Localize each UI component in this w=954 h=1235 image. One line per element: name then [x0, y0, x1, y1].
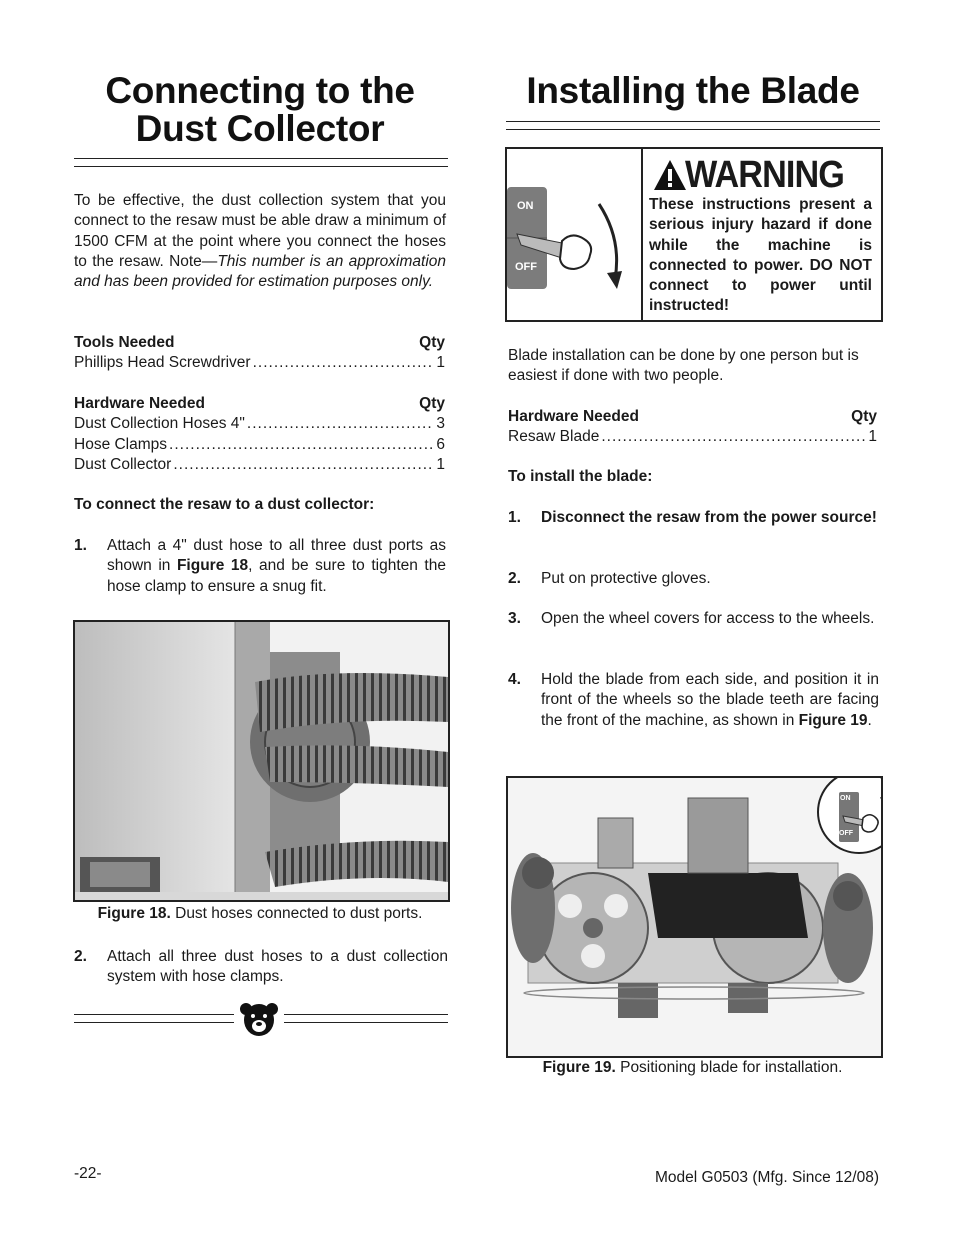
left-intro-paragraph: To be effective, the dust collection system that you connect to the resaw must be able draw a minimum of 1500 CFM at the point where you connect the hoses to the resaw. Note—This number is an approximation and has been provided for estimation purposes only. — [74, 192, 446, 291]
hardware-row: Hose Clamps ..... 6 — [74, 435, 445, 455]
switch-on-label: ON — [517, 200, 534, 212]
left-title-rule — [74, 158, 448, 167]
model-footer: Model G0503 (Mfg. Since 12/08) — [654, 1169, 879, 1186]
right-step-3: 3. Open the wheel covers for access to the wheels. — [508, 610, 875, 627]
warning-triangle-icon — [653, 158, 687, 192]
hardware-qty-label: Qty — [419, 395, 445, 412]
hardware-row: Resaw Blade ..... 1 — [508, 427, 877, 447]
left-hardware-list — [74, 394, 445, 475]
right-section-title: Installing the Blade — [526, 70, 860, 111]
power-switch-off-icon — [507, 149, 641, 320]
tools-row: Phillips Head Screwdriver ..... 1 — [74, 353, 445, 373]
left-section-title — [74, 72, 446, 148]
warning-word: WARNING — [685, 154, 844, 196]
hardware-qty-label: Qty — [851, 408, 877, 425]
right-step-2: 2. Put on protective gloves. — [508, 570, 711, 587]
warning-switch-panel — [507, 149, 643, 320]
figure-18-caption: Figure 18. Dust hoses connected to dust ports. — [97, 905, 423, 922]
figure-19-caption: Figure 19. Positioning blade for installation. — [542, 1059, 843, 1076]
figure-19-switch-callout — [817, 776, 883, 854]
tools-qty-label: Qty — [419, 334, 445, 351]
figure-19-image — [506, 776, 883, 1058]
page-number: -22- — [74, 1165, 102, 1182]
hardware-header: Hardware Needed — [74, 395, 205, 412]
power-switch-off-icon — [819, 776, 883, 852]
callout-off-label: OFF — [839, 830, 853, 837]
warning-text: These instructions present a serious injury hazard if done while the machine is connected to power. DO NOT connect to power until instructed! — [649, 196, 872, 315]
figure-18-image — [73, 620, 450, 902]
right-step-4: 4. Hold the blade from each side, and position it in front of the wheels so the blade teeth are facing the front of the machine, as shown in Figure 19. — [508, 671, 879, 729]
warning-header — [653, 154, 879, 196]
right-title-rule — [506, 121, 880, 130]
hardware-row: Dust Collection Hoses 4" ..... 3 — [74, 414, 445, 434]
tools-header: Tools Needed — [74, 334, 175, 351]
left-step-2: 2. Attach all three dust hoses to a dust collection system with hose clamps. — [74, 948, 448, 986]
right-procedure-heading: To install the blade: — [508, 468, 653, 485]
section-end-divider — [74, 1004, 448, 1034]
warning-box — [505, 147, 883, 322]
hardware-row: Dust Collector ..... 1 — [74, 455, 445, 475]
right-step-1: 1. Disconnect the resaw from the power source! — [508, 509, 877, 526]
right-intro-paragraph: Blade installation can be done by one person but is easiest if done with two people. — [508, 347, 859, 385]
left-step-1: 1. Attach a 4" dust hose to all three dust ports as shown in Figure 18, and be sure to tighten the hose clamp to ensure a snug fit. — [74, 537, 446, 595]
left-title-line1: Connecting to the — [105, 70, 415, 111]
left-title-line2: Dust Collector — [135, 108, 385, 149]
bear-logo-icon — [238, 1000, 280, 1038]
switch-off-label: OFF — [515, 261, 537, 273]
left-procedure-heading: To connect the resaw to a dust collector: — [74, 496, 375, 513]
tools-list — [74, 333, 445, 374]
hardware-header: Hardware Needed — [508, 408, 639, 425]
callout-on-label: ON — [840, 795, 851, 802]
right-hardware-list — [508, 407, 877, 448]
